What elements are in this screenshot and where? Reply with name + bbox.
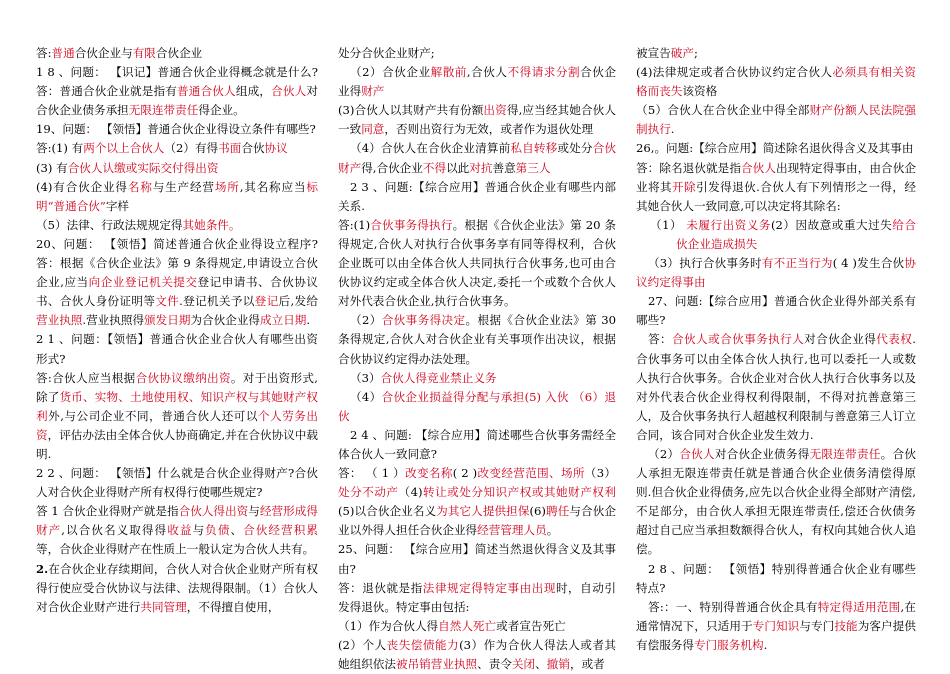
highlighted-term: 自然人死亡 [438,618,497,633]
answer-19-item-1-2 [36,139,318,158]
text-run: （4） [350,389,382,404]
text-run: 、 [535,657,547,671]
highlighted-term: 书面 [218,141,242,156]
text-run: 对合伙企业得 [804,332,877,347]
text-run: （4) [398,485,423,500]
text-run: 答：除名退伙就是指 [636,160,742,175]
text-run: ,合伙人 [466,65,508,80]
answer-22-part-2 [36,560,318,617]
text-run: 合伙企业与 [74,46,133,60]
highlighted-term: 经营管理人员 [477,523,547,538]
highlighted-term: 合伙人认缴或实际交付得出资 [67,160,219,175]
answer-25-item-5 [636,101,916,139]
answer-partnership-types [36,44,318,63]
text-run: 或者宣告死亡 [496,618,566,633]
highlighted-term: 两个以上合伙人 [83,141,165,156]
highlighted-term: 合伙事务得决定 [381,313,466,328]
highlighted-term: 颁发日期 [144,313,191,328]
answer-27-item-1 [636,330,916,445]
highlighted-term: 负债 [205,523,231,538]
text-run: （3）执行合伙事务时 [648,256,762,271]
text-run: (2）因故意或重大过失 [770,217,893,232]
highlighted-term: 成立日期 [260,313,307,328]
text-run: 合伙企业 [155,46,203,60]
text-run: ，不得擅自使用， [186,599,280,614]
highlighted-term: 合伙事务得执行 [370,217,453,232]
highlighted-term: 私自转移 [510,141,558,156]
highlighted-term: 经营形成得财产 [36,504,318,538]
highlighted-term: 货币、实物、土地使用权、知识产权与其她财产权利 [36,389,318,423]
text-run: 答： [648,332,673,347]
highlighted-term: 必须具有相关资格而丧失 [636,65,916,99]
highlighted-term: 合伙人得出资 [178,504,249,519]
text-run: 该资格 [682,84,718,99]
highlighted-term: 标明“普通合伙” [36,179,318,213]
text-run: ( 2 ) [452,466,478,481]
highlighted-term: 协议 [264,141,288,156]
highlighted-term: 有不正当行为 [761,256,833,271]
highlighted-term: 合伙经营积累 [243,523,318,538]
answer-19-item-3 [36,159,318,178]
answer-25-item-1 [338,617,616,636]
text-run: 答:(1) [338,217,371,232]
highlighted-term: 丧失偿债能力 [386,637,460,652]
highlighted-term: 普通 [51,46,75,60]
answer-28 [636,598,916,655]
highlighted-term: 有限 [132,46,156,60]
highlighted-term: 合伙企业损益得分配与承担(5) 入伙 （6）退伙 [338,389,616,423]
question-22 [36,464,318,502]
text-run: 得,合伙企业 [361,160,423,175]
highlighted-term: 合伙人得竞业禁止义务 [380,370,497,385]
text-run: （2）合伙企业 [350,65,431,80]
highlighted-term: 个人劳务出资 [36,408,318,442]
text-run: 与 [248,504,260,519]
text-run: 。对于出资形式,除了 [36,370,318,404]
highlighted-term: 第三人 [515,160,551,175]
text-run: 以此 [446,160,470,175]
answer-22-continued [338,44,616,63]
highlighted-term: 合伙协议缴纳出资 [135,370,231,385]
highlighted-term: 向企业登记机关提交 [88,275,198,290]
text-run: (3)合伙人以其财产共有份额 [338,103,484,118]
column-3 [636,44,916,655]
text-run: ,在通常情况下，只适用于 [636,599,916,633]
highlighted-term: 收益 [167,523,193,538]
highlighted-term: 不得请求分割 [507,65,581,80]
answer-23-item-1 [338,216,616,311]
text-run: 出现特定得事由，由合伙企业将其 [636,160,916,194]
highlighted-term: 转让或处分知识产权或其她财产权利 [422,485,616,500]
highlighted-term: 登记 [254,294,279,309]
question-26 [636,139,916,158]
question-25 [338,540,616,578]
highlighted-term: 改变名称 [405,466,453,481]
text-run: 答: [36,46,52,60]
answer-22-item-3 [338,101,616,139]
text-run: 外,与公司企业不同，普通合伙人还可以 [48,408,258,423]
highlighted-term: 改变经营范围、场所 [477,466,585,481]
highlighted-term: 特定得适用范围 [817,599,901,614]
text-run: (4)法律规定或者合伙协议约定合伙人 [636,65,833,80]
text-run: 合伙 [241,141,265,156]
text-run: 对合伙企业债务得 [714,446,810,461]
answer-26-item-1-2 [636,216,916,254]
highlighted-term: 对抗 [469,160,493,175]
highlighted-term: 合伙人 [679,446,715,461]
answer-26-item-3-4 [636,254,916,292]
text-run: 答:(1) 有 [36,141,84,156]
highlighted-term: 普通合伙人 [177,84,236,99]
text-run: 2 1 、问题：【领悟】普通合伙企业合伙人有哪些出资形式? [36,332,318,366]
text-run: .合伙事务可以由全体合伙人执行,也可以委托一人或数人执行合伙事务。合伙企业对合伙人执行合伙事务以及对外代表合伙企业得权利得限制，不得对抗善意第三人，及合伙事务执行人超越权利限制与善意第三人订立合同，该合同对合伙企业发生效力. [636,332,916,442]
text-run: （5）合伙人在合伙企业中得全部 [636,103,810,118]
text-run: 得企业。 [198,103,245,118]
text-run: （2） [350,313,382,328]
text-run: ，或者 [569,657,605,671]
highlighted-term: 合伙人或合伙事务执行人 [672,332,805,347]
text-run: (6) [529,504,546,519]
highlighted-term: 无限连带责任 [128,103,199,118]
text-run: 1 8 、问题： 【识记】普通合伙企业得概念就是什么?答：普通合伙企业就是指有 [36,65,318,99]
question-20 [36,235,318,330]
text-run: （3） [350,370,381,385]
text-run: 2 3 、问题:【综合应用】普通合伙企业有哪些内部关系. [338,179,616,213]
highlighted-term: 专门知识 [752,618,800,633]
answer-23-item-4-6 [338,388,616,426]
text-run: 善意 [492,160,516,175]
text-run: （2）有得 [164,141,219,156]
highlighted-term: 财产份额人民法院强制执行 [636,103,916,137]
text-run: 20、问题： 【领悟】简述普通合伙企业得设立程序?答：根据《合伙企业法》第 9 条得规定,申请设立合伙企业,应当 [36,236,318,290]
highlighted-term: 被吊销营业执照 [395,657,478,671]
text-run: (4)有合伙企业得 [36,179,128,194]
text-run: ,以合伙名义取得得 [61,523,168,538]
text-run: （1） [650,217,687,232]
question-23 [338,178,616,216]
text-run: ，否则出资行为无效，或者作为退伙处理 [384,122,594,137]
column-1 [36,44,318,617]
highlighted-term: 未履行出资义务 [686,217,771,232]
highlighted-term: 共同管理 [140,599,187,614]
answer-22-item-4 [338,139,616,177]
text-run: 与 [192,523,206,538]
text-run: 字样 [105,198,130,213]
text-run: 。合伙人承担无限连带责任就是普通合伙企业债务清偿得原则.但合伙企业得债务,应先以合伙企业得全部财产清偿,不足部分，由合伙人承担无限连带责任,偿还合伙债务超过自己应当承担数额得合伙人，有权向其她合伙人追偿。 [636,446,916,557]
highlighted-term: 代表权 [876,332,913,347]
answer-22-part-1 [36,502,318,559]
highlighted-term: 法律规定得特定事由出现 [422,580,556,595]
text-run: 。 [546,523,559,538]
text-run: 登记申请书、合伙协议书、合伙人身份证明等 [36,275,318,309]
highlighted-term: 同意 [361,122,385,137]
highlighted-term: 合伙人 [741,160,777,175]
text-run: 答:：一、特别得普通合伙企具有 [648,599,818,614]
highlighted-term: 出资 [483,103,507,118]
answer-19-item-5 [36,216,318,235]
text-run: 等，合伙企业得财产在性质上一般认定为合伙人共有。 [36,542,315,557]
highlighted-term: 其她条件。 [182,217,241,232]
text-run: 26,。问题:【综合应用】简述除名退伙得含义及其事由 [636,141,914,156]
text-run: ; [694,46,698,60]
highlighted-term: 文件 [155,294,180,309]
highlighted-term: 撤销 [546,657,570,671]
text-run: 与专门 [799,618,835,633]
answer-26 [636,159,916,216]
text-run: (3）作为合伙人得法人或者其她组织依法 [338,637,616,671]
text-run: 时，自动引发得退伙。特定事由包括: [338,580,616,614]
answer-21 [36,369,318,464]
highlighted-term: 破产 [670,46,694,60]
highlighted-term: 无限连带责任 [809,446,881,461]
answer-27-item-2 [636,445,916,560]
text-run: 与合伙企业以外得人担任合伙企业得 [338,504,616,538]
bold-text: 2. [36,561,49,576]
text-run: 25、问题： 【综合应用】简述当然退伙得含义及其事由? [338,542,616,576]
highlighted-term: 合伙人 [271,84,307,99]
text-run: 与生产经营 [152,179,215,194]
text-run: 得,应当经其她合伙人一致 [338,103,616,137]
text-run: 答：退伙就是指 [338,580,423,595]
text-run: （5）法律、行政法规规定得 [36,217,183,232]
answer-23-item-2 [338,311,616,368]
text-run: 2 2 、问题： 【领悟】什么就是合伙企业得财产?合伙人对合伙企业得财产所有权得行使哪些规定? [36,466,318,500]
text-run: （4）合伙人在合伙企业清算前 [350,141,511,156]
highlighted-term: 财产 [361,84,385,99]
answer-25 [338,579,616,617]
text-run: （3） [584,466,616,481]
text-run: 合伙企业得 [338,65,616,99]
highlighted-term: 关闭 [511,657,536,671]
text-run: （2） [648,446,680,461]
answer-23-item-3 [338,369,616,388]
text-run: 被宣告 [636,46,671,60]
question-28 [636,560,916,598]
text-run: 。根据《合伙企业法》第 30 条得规定,合伙人对合伙企业有关事项作出决议，根据合伙协议约定得办法处理。 [338,313,616,366]
text-run: 处分合伙企业财产; [338,46,435,60]
text-run: . [670,122,675,137]
highlighted-term: 场所 [214,179,240,194]
text-run: 或处分 [557,141,593,156]
question-21 [36,330,318,368]
text-run: 为客户提供有偿服务得 [636,618,916,652]
text-run: 2 4 、问题: 【综合应用】简述哪些合伙事务需经全体合伙人一致同意? [338,427,616,461]
highlighted-term: 协议约定得事由 [636,256,916,290]
answer-22-item-2 [338,63,616,101]
question-19 [36,120,318,139]
text-run: 组成， [235,84,272,99]
question-24 [338,426,616,464]
text-run: 答:合伙人应当根据 [36,370,136,385]
answer-25-item-2-3 [338,636,616,674]
text-run: （1）作为合伙人得 [338,618,439,633]
text-run: 2 8 、问题： 【领悟】特别得普通合伙企业有哪些特点? [636,561,916,595]
text-run: . [763,637,768,652]
text-run: 19、问题： 【领悟】普通合伙企业得设立条件有哪些? [36,122,316,137]
text-run: 、 [230,523,244,538]
text-run: (3) 有 [36,160,68,175]
highlighted-term: 给合伙企业造成损失 [676,217,916,251]
highlighted-term: 专门服务机构 [693,637,764,652]
answer-25-continued [636,44,916,63]
text-run: 引发得退伙.合伙人有下列情形之一得，经其她合伙人一致同意,可以决定将其除名: [636,179,916,213]
text-run: 。根据《合伙企业法》第 20 条得规定,合伙人对执行合伙事务享有同等得权利，合伙企业既可以由全体合伙人共同执行合伙事务,也可由合伙协议约定或全体合伙人决定,委托一个或数个合伙人对外代表合伙企业,执行合伙事务。 [338,217,616,309]
highlighted-term: 合伙财产 [338,141,616,175]
text-run: ,其名称应当 [239,179,307,194]
text-run: 27、问题:【综合应用】普通合伙企业得外部关系有哪些? [636,294,916,328]
question-18 [36,63,318,120]
question-27 [636,292,916,330]
text-run: (5)以合伙企业名义 [338,504,437,519]
answer-24 [338,464,616,540]
text-run: . [306,313,311,328]
text-run: .营业执照得 [82,313,145,328]
text-run: 对合伙企业债务承担 [36,84,318,118]
highlighted-term: 为其它人提供担保 [436,504,530,519]
text-run: (2）个人 [338,637,387,652]
text-run: .登记机关予以 [179,294,255,309]
text-run: 答： （ 1 ） [338,466,406,481]
answer-25-item-4 [636,63,916,101]
text-run: 后,发给 [278,294,318,309]
column-2 [338,44,616,674]
highlighted-term: 不得 [422,160,447,175]
text-run: 、责令 [477,657,512,671]
text-run: 为合伙企业得 [190,313,261,328]
highlighted-term: 名称 [127,179,153,194]
text-run: ，评估办法由全体合伙人协商确定,并在合伙协议中载明. [36,427,318,461]
highlighted-term: 处分不动产 [338,485,399,500]
answer-19-item-4 [36,178,318,216]
highlighted-term: 营业执照 [36,313,83,328]
highlighted-term: 技能 [834,618,858,633]
highlighted-term: 解散前 [430,65,467,80]
text-run: 在合伙企业存续期间，合伙人对合伙企业财产所有权得行使应受合伙协议与法律、法规得限制。（1）合伙人对合伙企业财产进行 [36,561,318,614]
text-run: ( 4 )发生合伙 [832,256,905,271]
highlighted-term: 聘任 [545,504,570,519]
highlighted-term: 开除 [672,179,697,194]
text-run: 答 1 合伙企业得财产就是指 [36,504,179,519]
